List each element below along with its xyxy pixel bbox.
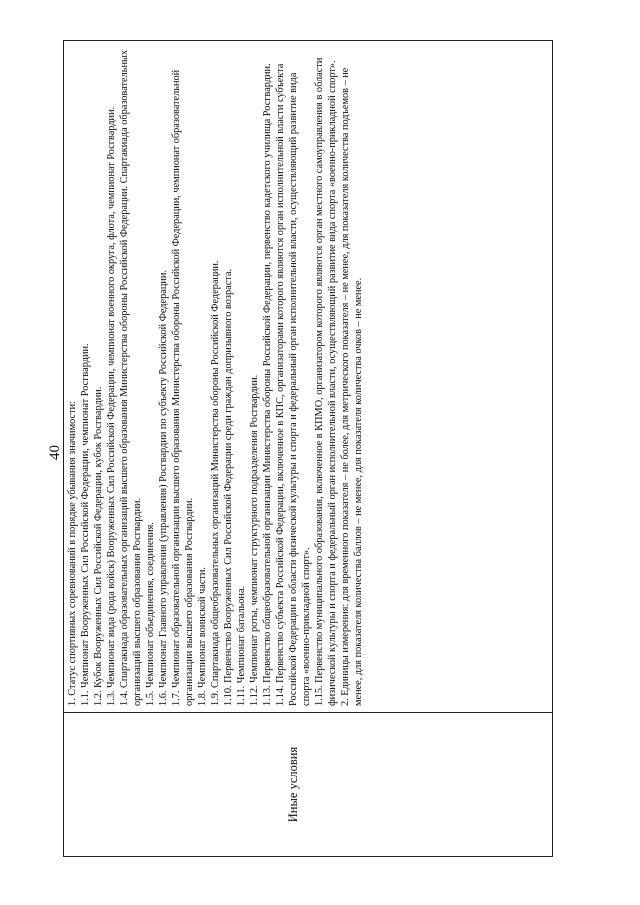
list-item: 1.3. Чемпионат вида (рода войск) Вооруженных Сил Российской Федерации, чемпионат военного округа, флота, чемпионат Росгвардии. bbox=[106, 106, 117, 706]
list-item: 1.9. Спартакиада общеобразовательных организаций Министерства обороны Российской Федерации. bbox=[209, 260, 221, 706]
list-item: 1.11. Чемпионат батальона. bbox=[235, 585, 247, 706]
list-item: 1.5. Чемпионат объединения, соединения. bbox=[144, 522, 156, 706]
row-label: Иные условия bbox=[286, 746, 300, 823]
conditions-table bbox=[63, 40, 553, 857]
list-item: 1.10. Первенство Вооруженных Сил Российской Федерации среди граждан допризывного возраста. bbox=[222, 268, 234, 706]
content-cell bbox=[67, 47, 366, 706]
list-item: 1. Статус спортивных соревнований в порядке убывания значимости: bbox=[67, 401, 78, 706]
list-item: 1.1. Чемпионат Вооруженных Сил Российской Федерации, чемпионат Росгвардии. bbox=[80, 343, 91, 706]
page-number: 40 bbox=[47, 445, 63, 460]
list-item: 2. Единицы измерения: для временного показателя – не более, для метрического показателя – не менее, для показателя количества подъемов – не менее, для показателя количества баллов – не менее, для показателя количества очков – не менее. bbox=[340, 67, 365, 706]
label-cell bbox=[64, 712, 552, 856]
list-item: 1.15. Первенство муниципального образования, включенное в КПМО, организатором которого являются орган местного самоуправления в области физической культуры и спорта и федеральный орган исполнительной власти, осуществляющий развитие вида спорта «военно-прикладной спорт». bbox=[313, 57, 338, 706]
list-item: 1.2. Кубок Вооруженных Сил Российской Федерации, кубок Росгвардии. bbox=[93, 386, 104, 706]
list-item: 1.6. Чемпионат Главного управления (управления) Росгвардии по субъекту Российской Федерации. bbox=[157, 270, 169, 706]
list-item: 1.7. Чемпионат образовательной организации высшего образования Министерства обороны Российской Федерации, чемпионат образовательной организации высшего образования Росгвардии. bbox=[170, 69, 195, 706]
list-item: 1.13. Первенство общеобразовательной организации Министерства обороны Российской Федерации, первенство кадетского училища Росгвардии. bbox=[261, 63, 273, 706]
list-item: 1.4. Спартакиада образовательных организаций высшего образования Министерства обороны Российской Федерации. Спартакиада образовательных организаций высшего образования Росгвардии. bbox=[119, 49, 143, 706]
list-item: 1.8. Чемпионат воинской части. bbox=[196, 566, 208, 706]
list-item: 1.14. Первенство субъекта Российской Федерации, включенное в КПС, организаторами которого являются орган исполнительной власти субъекта Российской Федерации в области физической культуры и спорта и федеральный орган исполнительной власти, осуществляющий развитие вида спорта «военно-прикладной спорт». bbox=[274, 63, 312, 706]
list-item: 1.12. Чемпионат роты, чемпионат структурного подразделения Росгвардии. bbox=[248, 374, 260, 706]
